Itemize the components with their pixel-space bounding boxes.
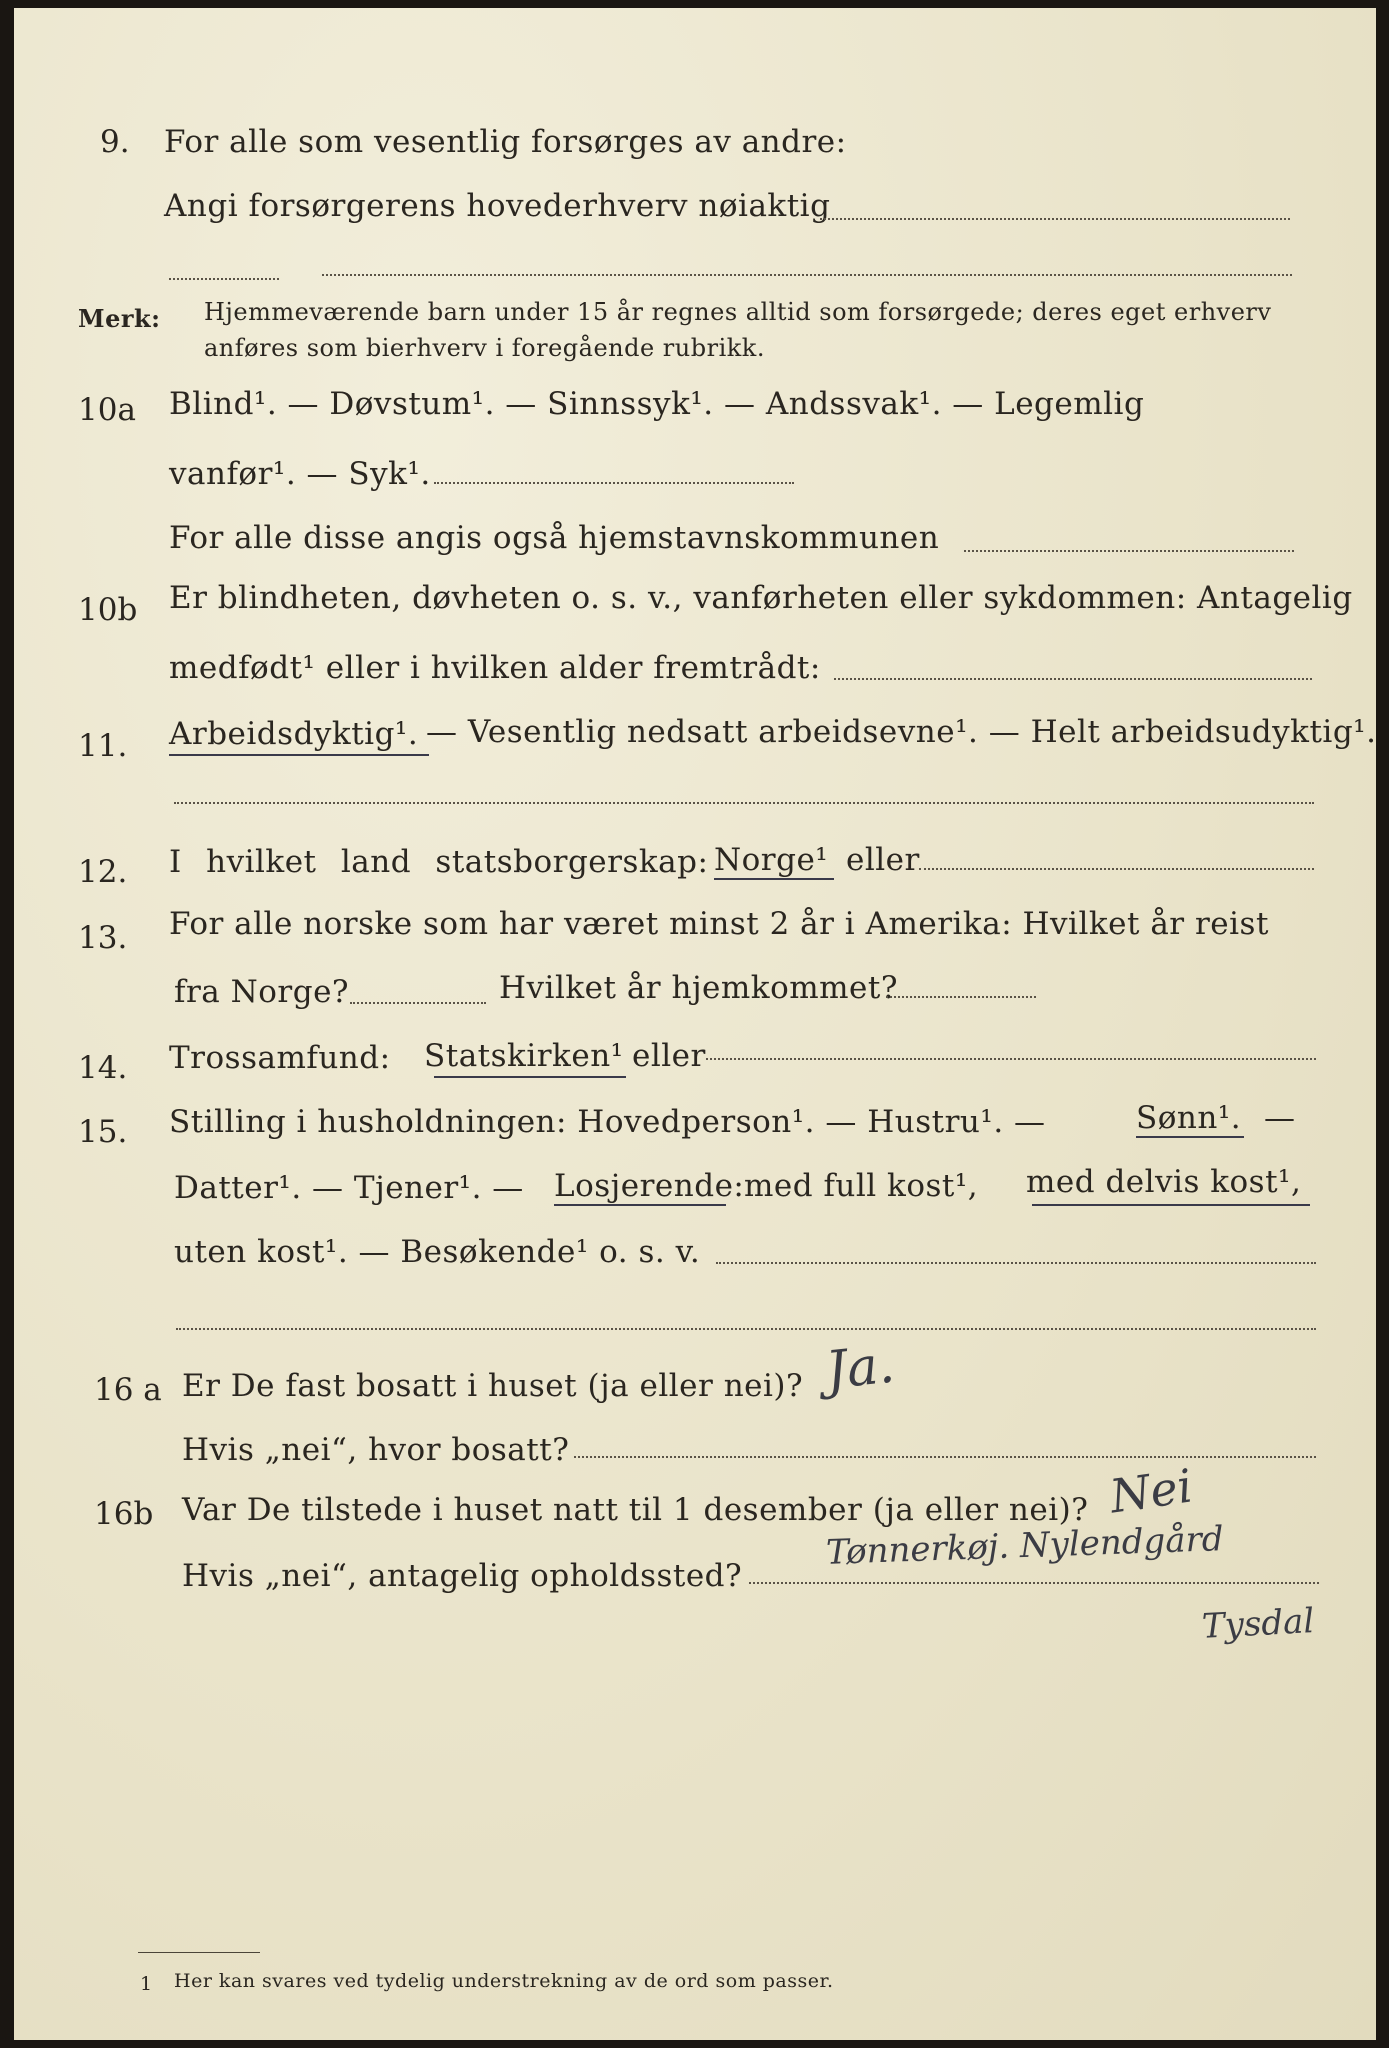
q12-number: 12. xyxy=(78,854,128,890)
merk-label: Merk: xyxy=(78,304,161,333)
q15-line3: uten kost¹. — Besøkende¹ o. s. v. xyxy=(174,1234,701,1270)
q14-number: 14. xyxy=(78,1050,128,1086)
q15-line2a: Datter¹. — Tjener¹. — xyxy=(174,1170,524,1206)
q15-line2d: med delvis kost¹, xyxy=(1026,1164,1302,1200)
q10b-answer-line xyxy=(834,678,1312,680)
q16a-line2: Hvis „nei“, hvor bosatt? xyxy=(182,1432,570,1468)
merk-line2: anføres som bierhverv i foregående rubrikk. xyxy=(204,334,765,362)
q9-answer-line-3 xyxy=(322,274,1292,276)
q10b-number: 10b xyxy=(78,592,138,628)
q9-line1: For alle som vesentlig forsørges av andre: xyxy=(164,124,847,160)
footnote-text: Her kan svares ved tydelig understrekning av de ord som passer. xyxy=(174,1970,834,1992)
q16b-line1: Var De tilstede i huset natt til 1 desember (ja eller nei)? xyxy=(182,1492,1089,1528)
q16b-line2: Hvis „nei“, antagelig opholdssted? xyxy=(182,1558,743,1594)
q12-underline xyxy=(714,878,834,880)
q16b-answer-line xyxy=(749,1582,1319,1584)
q15-line1b: Sønn¹. xyxy=(1136,1100,1242,1136)
q14-post: eller xyxy=(632,1038,706,1074)
q14-pre: Trossamfund: xyxy=(169,1040,391,1076)
q12-answer-line xyxy=(919,868,1314,870)
q13-reist-line xyxy=(350,1002,486,1004)
q14-opt: Statskirken¹ xyxy=(424,1038,624,1074)
q10a-answer-line xyxy=(434,482,794,484)
q11-opt1: Arbeidsdyktig¹. xyxy=(169,716,419,752)
census-form-page xyxy=(14,8,1376,2040)
q10a-number: 10a xyxy=(78,392,136,428)
q15-answer-line xyxy=(716,1262,1316,1264)
q16b-handwritten-place: Tønnerkøj. Nylendgård xyxy=(825,1519,1225,1573)
q9-number: 9. xyxy=(100,124,130,160)
q15-line1c: — xyxy=(1264,1100,1296,1136)
q12-post: eller xyxy=(846,842,920,878)
q15-sonn-underline xyxy=(1136,1136,1244,1138)
q15-number: 15. xyxy=(78,1114,128,1150)
q15-line1a: Stilling i husholdningen: Hovedperson¹. — Hustru¹. — xyxy=(169,1104,1046,1140)
q14-underline xyxy=(434,1076,626,1078)
q13-number: 13. xyxy=(78,920,128,956)
q11-rest: — Vesentlig nedsatt arbeidsevne¹. — Helt arbeidsudyktig¹. xyxy=(426,714,1377,750)
q10b-line2: medfødt¹ eller i hvilken alder fremtrådt: xyxy=(169,650,821,686)
q10a-line1: Blind¹. — Døvstum¹. — Sinnssyk¹. — Andssvak¹. — Legemlig xyxy=(169,386,1145,422)
q16a-number: 16 a xyxy=(94,1372,162,1408)
q10a-line2: vanfør¹. — Syk¹. xyxy=(169,456,431,492)
q16a-handwritten-answer: Ja. xyxy=(823,1334,898,1402)
q12-pre: I hvilket land statsborgerskap: xyxy=(169,844,709,880)
merk-line1: Hjemmeværende barn under 15 år regnes alltid som forsørgede; deres eget erhverv xyxy=(204,298,1272,326)
q15-losj-underline xyxy=(554,1204,726,1206)
q16a-answer-line xyxy=(574,1456,1316,1458)
footnote-rule xyxy=(138,1952,260,1953)
q9-line2: Angi forsørgerens hovederhverv nøiaktig xyxy=(164,188,831,224)
q16b-number: 16b xyxy=(94,1496,154,1532)
q11-underline xyxy=(169,754,429,756)
q10a-line3: For alle disse angis også hjemstavnskommunen xyxy=(169,520,940,556)
q16b-handwritten-answer: Nei xyxy=(1106,1458,1196,1524)
q14-answer-line xyxy=(706,1058,1316,1060)
q15-line2c: med full kost¹, xyxy=(744,1168,979,1204)
q13-line2a: fra Norge? xyxy=(174,974,350,1010)
q11-answer-line xyxy=(174,802,1314,804)
footnote-mark: 1 xyxy=(140,1973,153,1995)
q10a-municipality-line xyxy=(964,550,1294,552)
q10b-line1: Er blindheten, døvheten o. s. v., vanførheten eller sykdommen: Antagelig xyxy=(169,580,1353,616)
q13-line2b: Hvilket år hjemkommet? xyxy=(499,970,898,1006)
q15-delvis-underline xyxy=(1032,1204,1310,1206)
q9-answer-line-2 xyxy=(169,278,279,280)
q11-number: 11. xyxy=(78,728,128,764)
q16a-line1: Er De fast bosatt i huset (ja eller nei)? xyxy=(182,1368,804,1404)
q15-answer-line-2 xyxy=(176,1328,1316,1330)
q12-opt: Norge¹ xyxy=(714,842,829,878)
q13-hjem-line xyxy=(886,996,1036,998)
q16b-handwritten-place-2: Tysdal xyxy=(1201,1601,1316,1647)
q15-line2b: Losjerende: xyxy=(554,1168,745,1204)
q9-answer-line xyxy=(820,218,1290,220)
q13-line1: For alle norske som har været minst 2 år i Amerika: Hvilket år reist xyxy=(169,906,1269,942)
